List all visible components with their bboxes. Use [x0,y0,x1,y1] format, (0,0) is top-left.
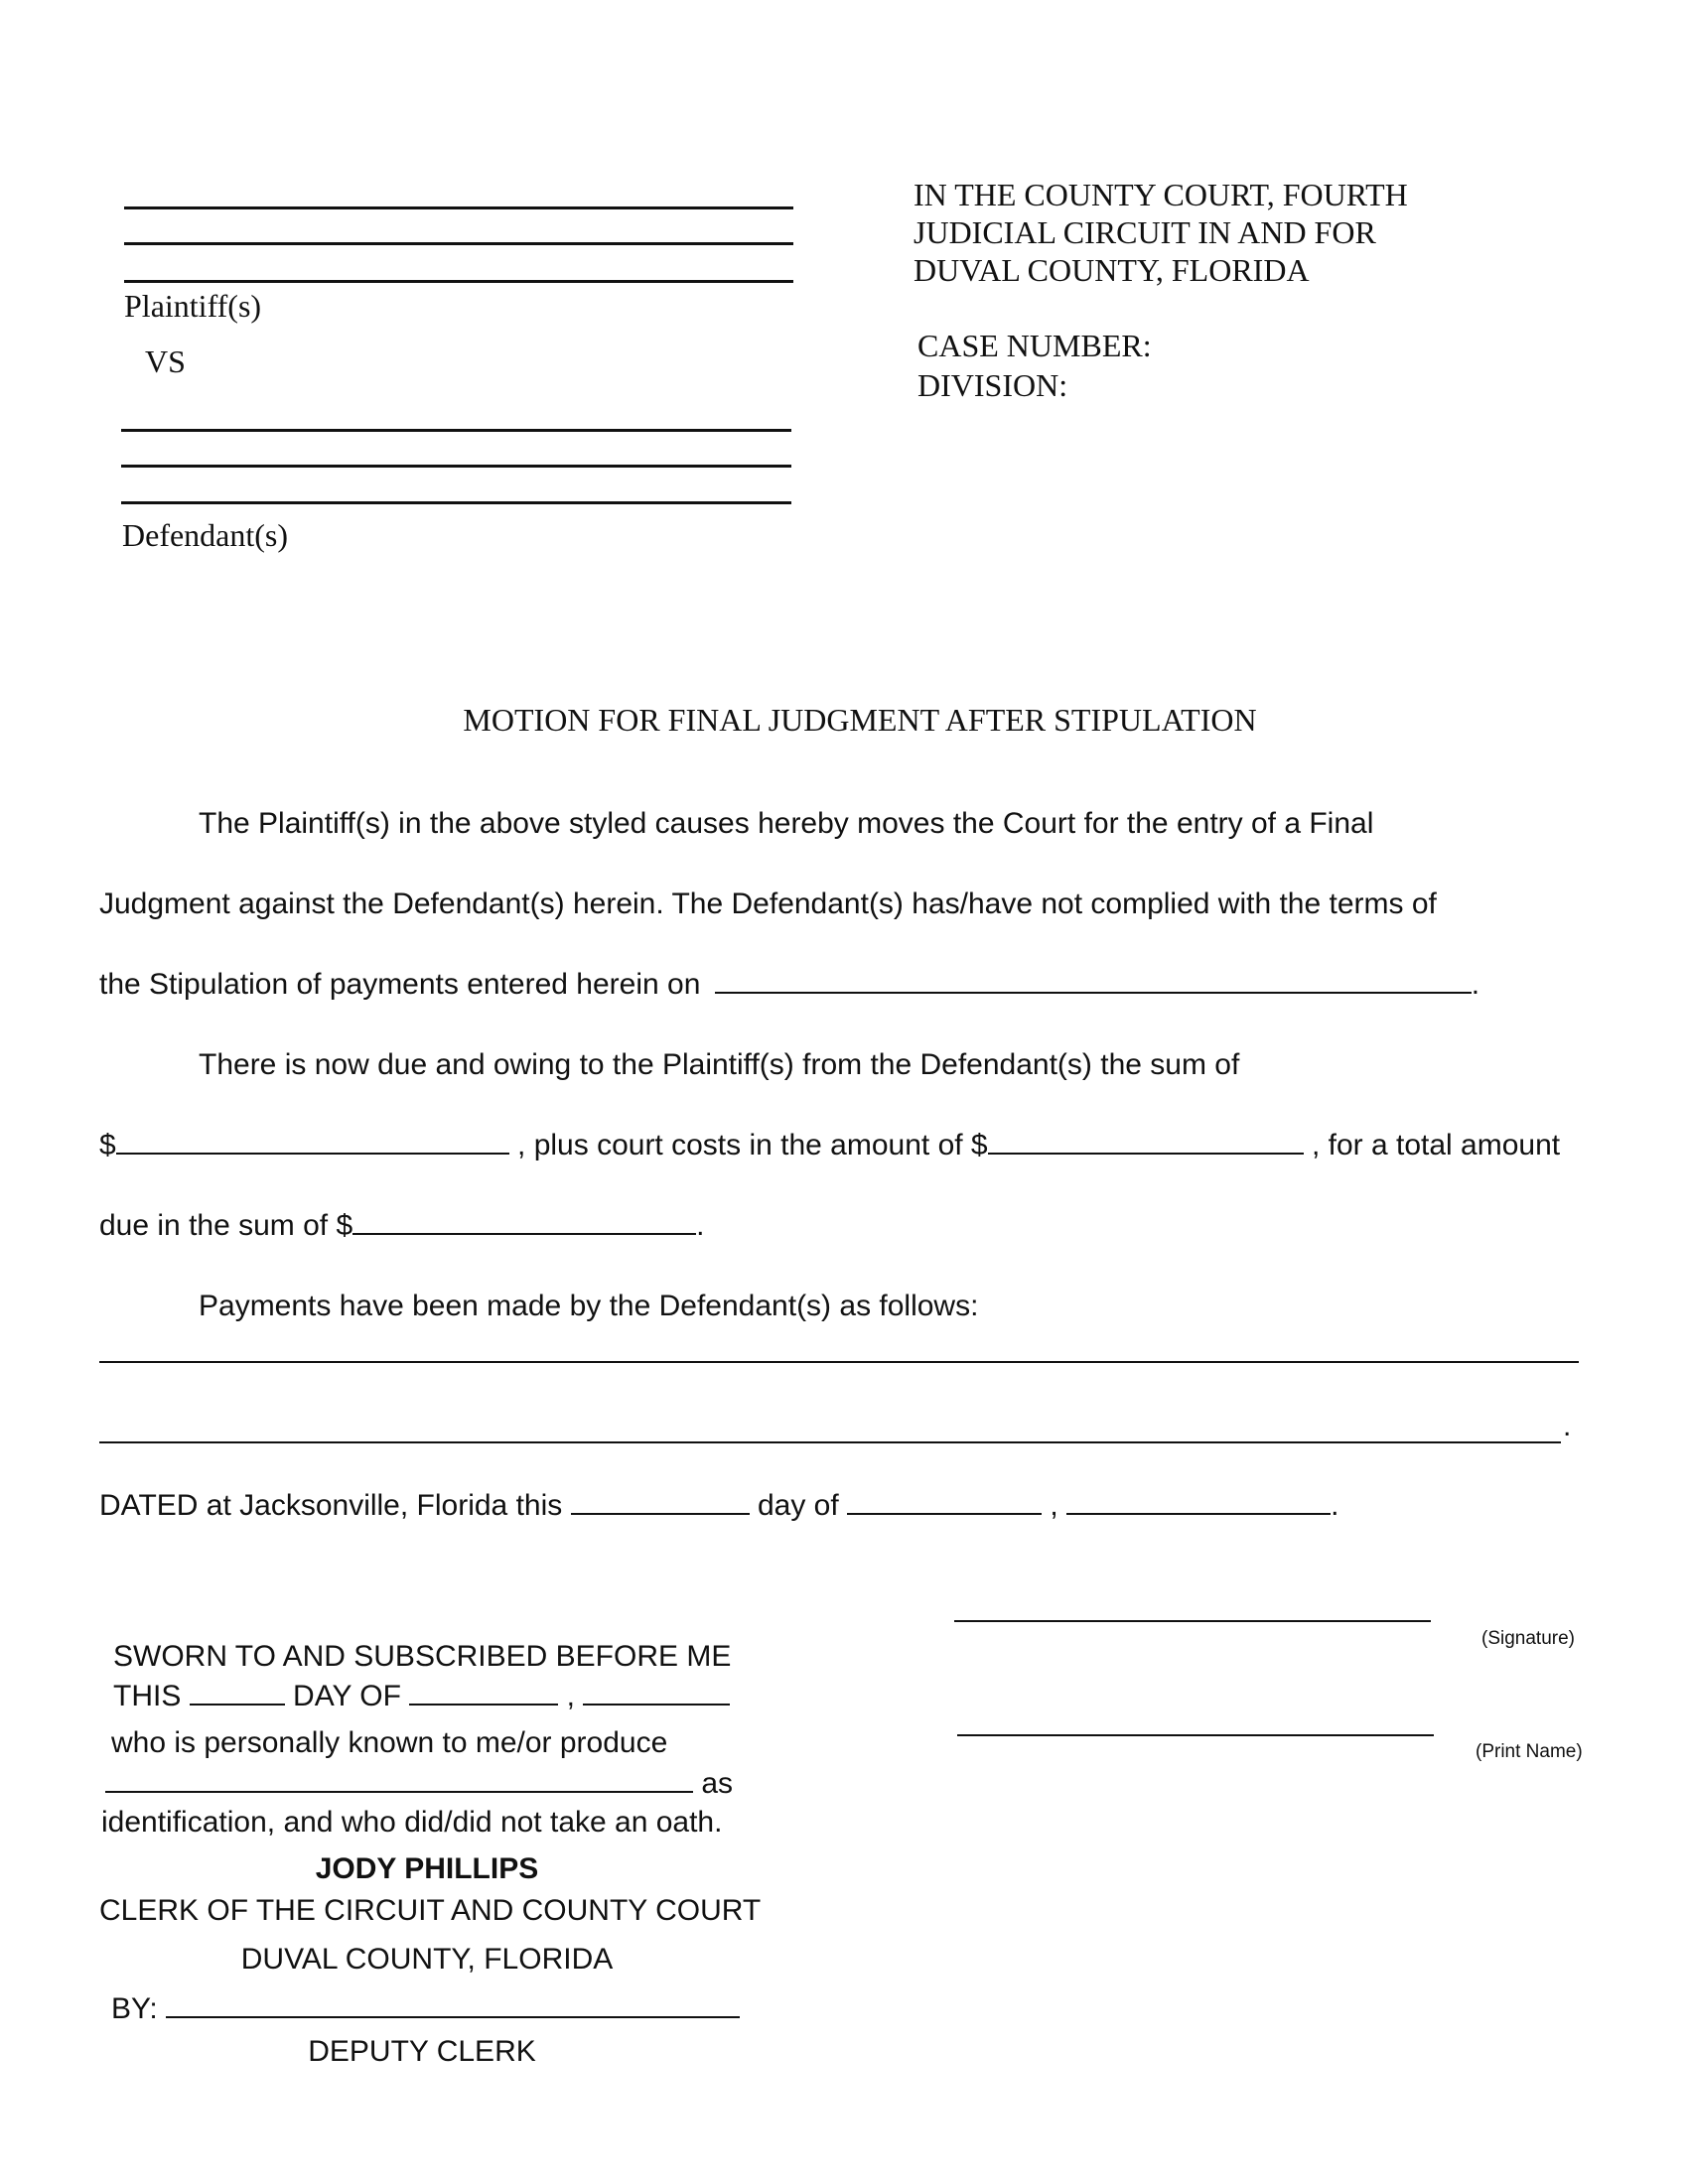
court-costs-field[interactable] [988,1152,1304,1155]
dated-line [99,1489,1338,1523]
notary-id-line [105,1767,733,1801]
notary-day-of: DAY OF [293,1680,401,1712]
notary-month-field[interactable] [409,1703,558,1706]
period: . [1331,1489,1339,1522]
principal-amount-field[interactable] [116,1152,509,1155]
stipulation-text: the Stipulation of payments entered herein on [99,968,701,1001]
defendant-label: Defendant(s) [122,517,289,553]
p1-line-2: Judgment against the Defendant(s) herein. The Defendant(s) has/have not complied with the terms of [99,887,1437,920]
notary-day-field[interactable] [190,1703,285,1706]
signature-label: (Signature) [1481,1628,1575,1649]
plaintiff-line-2[interactable] [124,242,793,245]
plaintiff-line-1[interactable] [124,206,793,209]
p2-line-3 [99,1209,705,1243]
total-amount-field[interactable] [352,1232,696,1235]
plaintiff-line-3[interactable] [124,280,793,283]
print-name-label: (Print Name) [1476,1741,1583,1762]
stipulation-date-field[interactable] [715,991,1472,994]
notary-known-text: who is personally known to me/or produce [111,1726,668,1759]
case-number-label: CASE NUMBER: [917,328,1152,363]
notary-this: THIS [113,1680,182,1712]
court-line-1: IN THE COUNTY COURT, FOURTH [914,177,1408,212]
dated-year-field[interactable] [1066,1512,1331,1515]
dated-prefix: DATED at Jacksonville, Florida this [99,1489,563,1522]
dated-comma: , [1050,1489,1058,1522]
vs-label: VS [145,343,186,379]
notary-identification-text: identification, and who did/did not take an oath. [101,1806,723,1839]
notary-id-field[interactable] [105,1790,693,1793]
defendant-line-2[interactable] [121,465,791,468]
payments-line-1[interactable] [99,1361,1579,1363]
by-line [111,1992,740,2026]
notary-comma: , [566,1680,575,1712]
p1-line-3 [99,968,1479,1002]
payments-period: . [1563,1410,1572,1442]
by-label: BY: [111,1992,158,2025]
print-name-line[interactable] [957,1734,1434,1736]
deputy-signature-field[interactable] [166,2015,740,2018]
clerk-title: CLERK OF THE CIRCUIT AND COUNTY COURT [99,1894,762,1927]
payments-line-2[interactable] [99,1441,1561,1443]
defendant-line-1[interactable] [121,429,791,432]
p1-line-1: The Plaintiff(s) in the above styled causes hereby moves the Court for the entry of a Final [199,807,1374,840]
court-costs-text: , plus court costs in the amount of $ [517,1129,988,1161]
dollar-sign: $ [99,1129,116,1161]
court-line-2: JUDICIAL CIRCUIT IN AND FOR [914,214,1376,250]
period: . [696,1209,705,1242]
signature-line[interactable] [954,1620,1431,1622]
division-label: DIVISION: [917,367,1068,403]
court-line-3: DUVAL COUNTY, FLORIDA [914,252,1310,288]
dated-day-of: day of [757,1489,839,1522]
clerk-county: DUVAL COUNTY, FLORIDA [240,1943,614,1976]
dated-month-field[interactable] [847,1512,1042,1515]
notary-year-field[interactable] [583,1703,730,1706]
notary-line-1: SWORN TO AND SUBSCRIBED BEFORE ME [113,1640,732,1673]
plaintiff-label: Plaintiff(s) [124,288,262,324]
due-text: due in the sum of $ [99,1209,353,1242]
defendant-line-3[interactable] [121,501,791,504]
total-text: , for a total amount [1311,1129,1561,1161]
clerk-name: JODY PHILLIPS [315,1852,539,1885]
payments-text: Payments have been made by the Defendant(s) as follows: [199,1290,979,1322]
dated-day-field[interactable] [571,1512,750,1515]
document-title: MOTION FOR FINAL JUDGMENT AFTER STIPULATION [463,702,1257,738]
deputy-clerk-label: DEPUTY CLERK [308,2035,536,2068]
p2-line-2 [99,1129,1560,1162]
notary-this-line [113,1680,730,1713]
p2-line-1: There is now due and owing to the Plaintiff(s) from the Defendant(s) the sum of [199,1048,1240,1081]
period: . [1471,968,1480,1001]
notary-as: as [701,1767,734,1800]
